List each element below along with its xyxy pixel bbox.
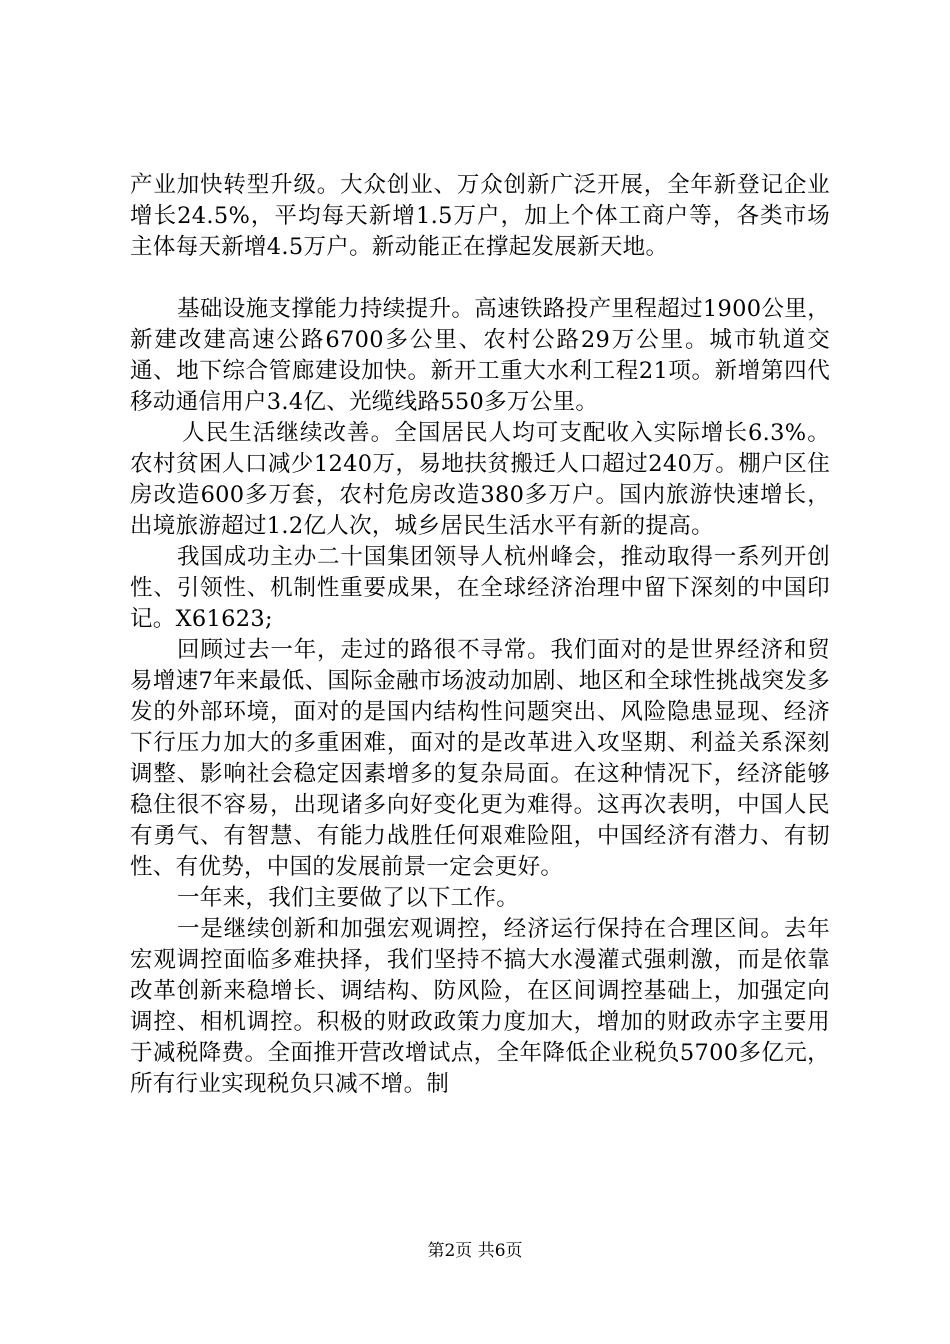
page-number-footer: 第2页 共6页 — [427, 1241, 523, 1261]
paragraph-year-review: 回顾过去一年，走过的路很不寻常。我们面对的是世界经济和贸易增速7年来最低、国际金融市场波动加剧、地区和全球性挑战突发多发的外部环境，面对的是国内结构性问题突出、风险隐患显现、经济下行压力加大的多重困难，面对的是改革进入攻坚期、利益关系深刻调整、影响社会稳定因素增多的复杂局面。在这种情况下，经济能够稳住很不容易，出现诸多向好变化更为难得。这再次表明，中国人民有勇气、有智慧、有能力战胜任何艰难险阻，中国经济有潜力、有韧性、有优势，中国的发展前景一定会更好。 — [130, 637, 830, 880]
paragraph-work-intro: 一年来，我们主要做了以下工作。 — [177, 885, 520, 911]
paragraph-living-standards: 人民生活继续改善。全国居民人均可支配收入实际增长6.3%。农村贫困人口减少1240万，易地扶贫搬迁人口超过240万。棚户区住房改造600多万套，农村危房改造380多万户。国内旅游快速增长，出境旅游超过1.2亿人次，城乡居民生活水平有新的提高。 — [130, 420, 830, 539]
document-body — [130, 170, 830, 1100]
paragraph-industry-upgrade: 产业加快转型升级。大众创业、万众创新广泛开展，全年新登记企业增长24.5%，平均每天新增1.5万户，加上个体工商户等，各类市场主体每天新增4.5万户。新动能正在撑起发展新天地。 — [130, 172, 830, 260]
paragraph-infrastructure: 基础设施支撑能力持续提升。高速铁路投产里程超过1900公里，新建改建高速公路6700多公里、农村公路29万公里。城市轨道交通、地下综合管廊建设加快。新开工重大水利工程21项。新增第四代移动通信用户3.4亿、光缆线路550多万公里。 — [130, 296, 830, 415]
paragraph-macro-control: 一是继续创新和加强宏观调控，经济运行保持在合理区间。去年宏观调控面临多难抉择，我们坚持不搞大水漫灌式强刺激，而是依靠改革创新来稳增长、调结构、防风险，在区间调控基础上，加强定向调控、相机调控。积极的财政政策力度加大，增加的财政赤字主要用于减税降费。全面推开营改增试点，全年降低企业税负5700多亿元，所有行业实现税负只减不增。制 — [130, 916, 830, 1097]
paragraph-g20-summit: 我国成功主办二十国集团领导人杭州峰会，推动取得一系列开创性、引领性、机制性重要成果，在全球经济治理中留下深刻的中国印记。X61623; — [130, 544, 830, 632]
